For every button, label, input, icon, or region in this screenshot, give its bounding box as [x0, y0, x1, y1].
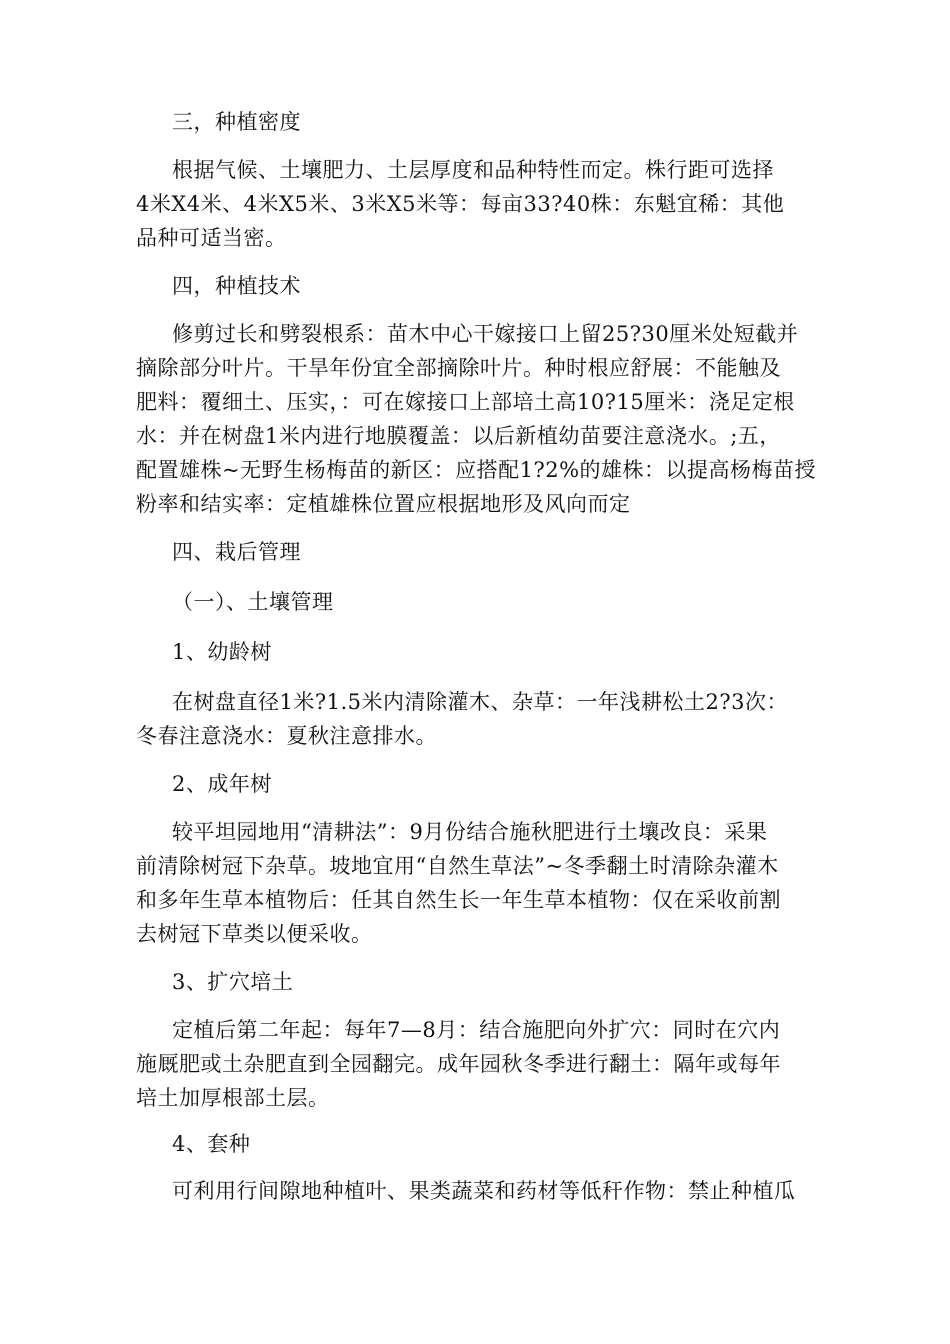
paragraph-line: 摘除部分叶片。干旱年份宜全部摘除叶片。种时根应舒展：不能触及	[136, 356, 781, 380]
heading-post-planting-management: 四、栽后管理	[172, 540, 301, 564]
heading-soil-management: （一）、土壤管理	[172, 590, 334, 614]
heading-mature-trees: 2、成年树	[172, 772, 272, 796]
paragraph-line: 施厩肥或土杂肥直到全园翻完。成年园秋冬季进行翻土：隔年或每年	[136, 1052, 781, 1076]
heading-planting-technique: 四，种植技术	[172, 274, 301, 298]
paragraph-line: 4米X4米、4米X5米、3米X5米等：每亩33?40株：东魁宜稀：其他	[136, 192, 785, 216]
paragraph-line: 配置雄株~无野生杨梅苗的新区：应搭配1?2%的雄株：以提高杨梅苗授	[136, 458, 817, 482]
paragraph-line: 定植后第二年起：每年7—8月：结合施肥向外扩穴：同时在穴内	[172, 1018, 781, 1042]
heading-young-trees: 1、幼龄树	[172, 640, 272, 664]
paragraph-line: 肥料：覆细土、压实，：可在嫁接口上部培土高10?15厘米：浇足定根	[136, 390, 795, 414]
paragraph-line: 粉率和结实率：定植雄株位置应根据地形及风向而定	[136, 492, 631, 516]
paragraph-line: 水：并在树盘1米内进行地膜覆盖：以后新植幼苗要注意浇水。;五，	[136, 424, 781, 448]
paragraph-line: 前清除树冠下杂草。坡地宜用“自然生草法”~冬季翻土时清除杂灌木	[136, 854, 779, 878]
paragraph-line: 培土加厚根部土层。	[136, 1086, 330, 1110]
paragraph-line: 冬春注意浇水：夏秋注意排水。	[136, 724, 437, 748]
paragraph-line: 去树冠下草类以便采收。	[136, 922, 373, 946]
heading-planting-density: 三，种植密度	[172, 110, 301, 134]
paragraph-line: 品种可适当密。	[136, 226, 287, 250]
paragraph-line: 和多年生草本植物后：任其自然生长一年生草本植物：仅在采收前割	[136, 888, 781, 912]
paragraph-line: 根据气候、土壤肥力、土层厚度和品种特性而定。株行距可选择	[172, 158, 774, 182]
paragraph-line: 修剪过长和劈裂根系：苗木中心干嫁接口上留25?30厘米处短截并	[172, 322, 799, 346]
heading-hole-expansion: 3、扩穴培土	[172, 970, 294, 994]
heading-intercropping: 4、套种	[172, 1132, 251, 1156]
paragraph-line: 可利用行间隙地种植叶、果类蔬菜和药材等低秆作物：禁止种植瓜	[172, 1179, 796, 1203]
paragraph-line: 较平坦园地用“清耕法”：9月份结合施秋肥进行土壤改良：采果	[172, 820, 768, 844]
paragraph-line: 在树盘直径1米?1.5米内清除灌木、杂草：一年浅耕松土2?3次：	[172, 690, 788, 714]
